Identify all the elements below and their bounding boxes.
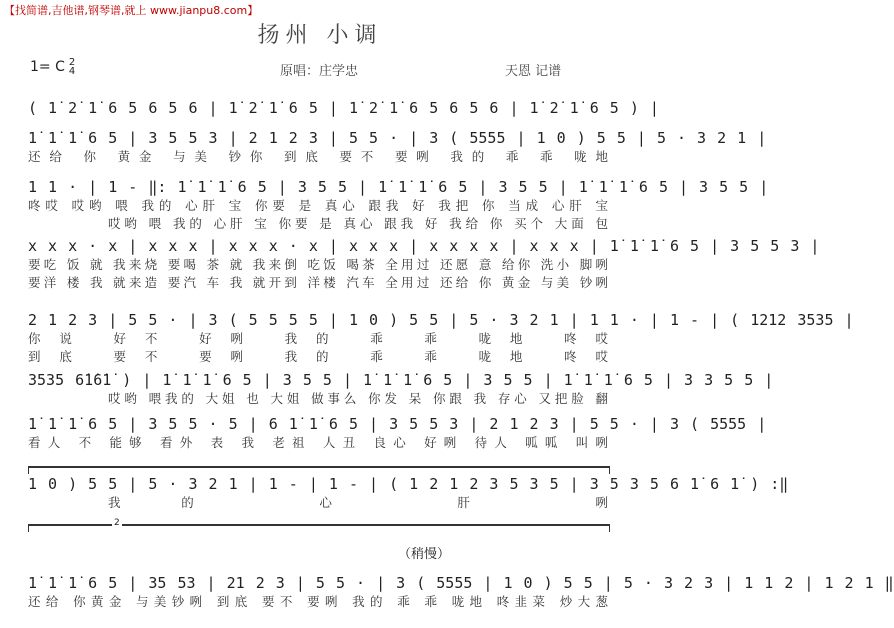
transcriber: 天恩 记谱 bbox=[505, 64, 562, 79]
score-row-7 bbox=[28, 414, 767, 452]
notation-line: 1̇ 1̇ 1̇ 6 5 | 3 5 5 3 | 2 1 2 3 | 5 5 · | 3 ( 5555 | 1 0 ) 5 5 | 5 · 3 2 1 | bbox=[28, 129, 767, 147]
tempo-marking: （稍慢） bbox=[398, 547, 451, 562]
lyric-line: 还给 你 黄金 与美 钞你 到底 要不 要咧 我的 乖 乖 咙地 bbox=[28, 149, 608, 164]
score-row-9 bbox=[28, 573, 894, 611]
notation-line: ( 1̇ 2̇ 1̇ 6 5 6 5 6 | 1̇ 2̇ 1̇ 6 5 | 1̇ 2̇ 1̇ 6 5 6 5 6 | 1̇ 2̇ 1̇ 6 5 ) | bbox=[28, 99, 659, 117]
notation-line: x x x · x | x x x | x x x · x | x x x | x x x x | x x x | 1̇ 1̇ 1̇ 6 5 | 3 5 5 3 | bbox=[28, 237, 820, 255]
volta-bracket-1 bbox=[28, 466, 610, 474]
volta-number: 2 bbox=[114, 518, 120, 528]
original-singer: 原唱：庄学忠 bbox=[280, 64, 359, 79]
lyric-line: 看人 不 能够 看外 表 我 老祖 人丑 良心 好咧 待人 呱呱 叫咧 bbox=[28, 435, 608, 450]
key-signature bbox=[30, 58, 75, 76]
score-row-6 bbox=[28, 370, 774, 408]
notation-line: 3535 6̇1̇6̇1̇ ) | 1̇ 1̇ 1̇ 6 5 | 3 5 5 | 1̇ 1̇ 1̇ 6 5 | 3 5 5 | 1̇ 1̇ 1̇ 6 5 | 3 3 5 5 | bbox=[28, 371, 774, 389]
lyric-line: 咚哎 哎哟 喂 我的 心肝 宝 你要 是 真心 跟我 好 我把 你 当成 心肝 宝 bbox=[28, 198, 608, 213]
notation-line: 1 0 ) 5 5 | 5 · 3 2 1 | 1 - | 1 - | ( 1 2 1 2 3 5 3 5 | 3 5 3 5 6 1̇ 6 1̇ ) :‖ bbox=[28, 475, 789, 493]
key-label: 1= C bbox=[30, 59, 65, 75]
score-row-1 bbox=[28, 98, 659, 118]
lyric-line: 要洋 楼 我 就来造 要汽 车 我 就开到 洋楼 汽车 全用过 还给 你 黄金 与美 钞咧 bbox=[28, 275, 608, 290]
song-title: 扬州 小调 bbox=[257, 23, 383, 48]
time-sig-bottom: 4 bbox=[68, 66, 76, 77]
lyric-line: 你说 好不 好咧 我的 乖 乖 咙地 咚哎 bbox=[28, 331, 608, 346]
site-banner-link[interactable]: 【找简谱,吉他谱,钢琴谱,就上 www.jianpu8.com】 bbox=[4, 4, 259, 17]
lyric-line: 哎哟 喂我的 大姐 也 大姐 做事么 你发 呆 你跟 我 存心 又把脸 翻 bbox=[108, 391, 608, 406]
score-row-8 bbox=[28, 474, 789, 512]
notation-line: 2 1 2 3 | 5 5 · | 3 ( 5 5 5 5 | 1 0 ) 5 5 | 5 · 3 2 1 | 1 1 · | 1 - | ( 1212 3535 | bbox=[28, 311, 854, 329]
score-row-3 bbox=[28, 177, 769, 233]
lyric-line: 还给 你黄金 与美钞咧 到底 要不 要咧 我的 乖 乖 咙地 咚韭菜 炒大葱 bbox=[28, 594, 608, 609]
time-signature bbox=[69, 58, 75, 76]
time-sig-top: 2 bbox=[68, 57, 76, 68]
notation-line: 1̇ 1̇ 1̇ 6 5 | 35 53 | 21 2 3 | 5 5 · | 3 ( 5555 | 1 0 ) 5 5 | 5 · 3 2 3 | 1 1 2 | 1 2 1 ‖ bbox=[28, 574, 894, 592]
lyric-line: 要吃 饭 就 我来烧 要喝 茶 就 我来倒 吃饭 喝茶 全用过 还愿 意 给你 洗小 脚咧 bbox=[28, 257, 608, 272]
lyric-line: 哎哟 喂 我的 心肝 宝 你要 是 真心 跟我 好 我给 你 买个 大面 包 bbox=[108, 216, 608, 231]
lyric-line: 到底 要不 要咧 我的 乖 乖 咙地 咚哎 bbox=[28, 349, 608, 364]
score-row-4 bbox=[28, 236, 820, 292]
lyric-line: 我的 心 肝 咧 bbox=[108, 495, 608, 510]
score-row-5 bbox=[28, 310, 854, 366]
notation-line: 1̇ 1̇ 1̇ 6 5 | 3 5 5 · 5 | 6 1̇ 1̇ 6 5 | 3 5 5 3 | 2 1 2 3 | 5 5 · | 3 ( 5555 | bbox=[28, 415, 767, 433]
notation-line: 1 1 · | 1 - ‖: 1̇ 1̇ 1̇ 6 5 | 3 5 5 | 1̇ 1̇ 1̇ 6 5 | 3 5 5 | 1̇ 1̇ 1̇ 6 5 | 3 5 5 | bbox=[28, 178, 769, 196]
score-row-2 bbox=[28, 128, 767, 166]
